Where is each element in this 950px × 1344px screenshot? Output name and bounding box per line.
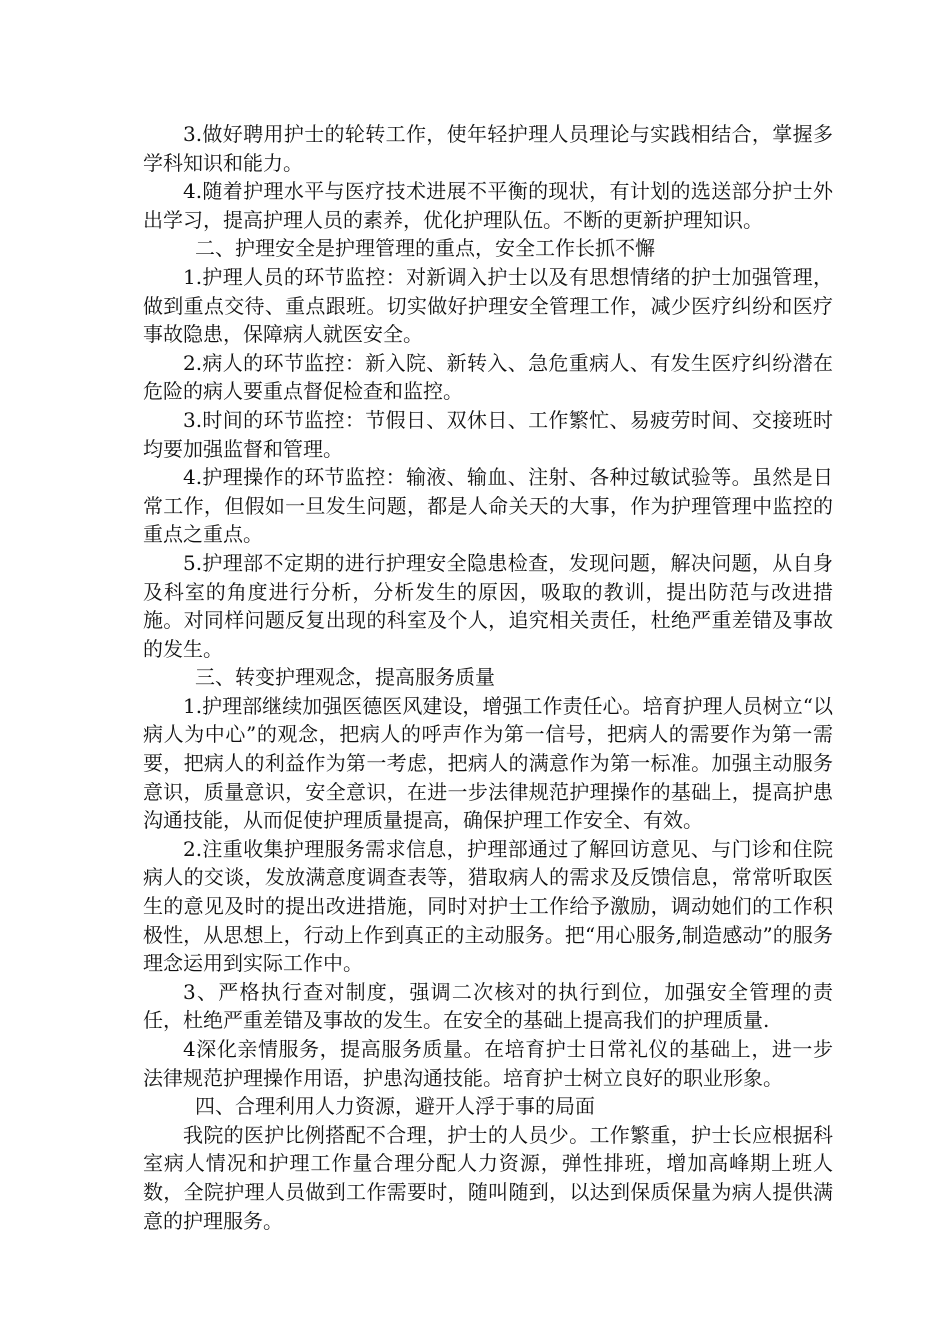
paragraph-item: 2.病人的环节监控：新入院、新转入、急危重病人、有发生医疗纠纷潜在危险的病人要重点督促检查和监控。 (143, 350, 833, 404)
paragraph-item: 5.护理部不定期的进行护理安全隐患检查，发现问题，解决问题，从自身及科室的角度进行分析，分析发生的原因，吸取的教训，提出防范与改进措施。对同样问题反复出现的科室及个人，追究相关责任，杜绝严重差错及事故的发生。 (143, 550, 833, 661)
paragraph-item: 4.护理操作的环节监控：输液、输血、注射、各种过敏试验等。虽然是日常工作，但假如一旦发生问题，都是人命关天的大事，作为护理管理中监控的重点之重点。 (143, 465, 833, 547)
paragraph-item: 2.注重收集护理服务需求信息，护理部通过了解回访意见、与门诊和住院病人的交谈，发放满意度调查表等，猎取病人的需求及反馈信息，常常听取医生的意见及时的提出改进措施，同时对护士工作给予激励，调动她们的工作积极性，从思想上，行动上作到真正的主动服务。把“用心服务,制造感动”的服务理念运用到实际工作中。 (143, 836, 833, 976)
section-heading: 二、护理安全是护理管理的重点，安全工作长抓不懈 (195, 236, 655, 261)
paragraph-item: 4深化亲情服务，提高服务质量。在培育护士日常礼仪的基础上，进一步法律规范护理操作用语，护患沟通技能。培育护士树立良好的职业形象。 (143, 1037, 833, 1090)
paragraph-item: 3.时间的环节监控：节假日、双休日、工作繁忙、易疲劳时间、交接班时均要加强监督和管理。 (143, 407, 833, 461)
section-heading: 四、合理利用人力资源，避开人浮于事的局面 (195, 1094, 595, 1119)
paragraph-item: 1.护理部继续加强医德医风建设，增强工作责任心。培育护理人员树立“以病人为中心”的观念，把病人的呼声作为第一信号，把病人的需要作为第一需要，把病人的利益作为第一考虑，把病人的满意作为第一标准。加强主动服务意识，质量意识，安全意识，在进一步法律规范护理操作的基础上，提高护患沟通技能，从而促使护理质量提高，确保护理工作安全、有效。 (143, 693, 833, 833)
paragraph-item: 我院的医护比例搭配不合理，护士的人员少。工作繁重，护士长应根据科室病人情况和护理工作量合理分配人力资源，弹性排班，增加高峰期上班人数，全院护理人员做到工作需要时，随叫随到，以达到保质保量为病人提供满意的护理服务。 (143, 1122, 833, 1233)
paragraph-item: 4.随着护理水平与医疗技术进展不平衡的现状，有计划的选送部分护士外出学习，提高护理人员的素养，优化护理队伍。不断的更新护理知识。 (143, 179, 833, 232)
paragraph-item: 3、严格执行查对制度，强调二次核对的执行到位，加强安全管理的责任，杜绝严重差错及事故的发生。在安全的基础上提高我们的护理质量. (143, 979, 833, 1033)
paragraph-item: 1.护理人员的环节监控：对新调入护士以及有思想情绪的护士加强管理，做到重点交待、重点跟班。切实做好护理安全管理工作，减少医疗纠纷和医疗事故隐患，保障病人就医安全。 (143, 264, 833, 347)
section-heading: 三、转变护理观念，提高服务质量 (195, 665, 495, 690)
document-body (143, 120, 833, 1235)
paragraph-item: 3.做好聘用护士的轮转工作，使年轻护理人员理论与实践相结合，掌握多学科知识和能力。 (143, 122, 833, 175)
